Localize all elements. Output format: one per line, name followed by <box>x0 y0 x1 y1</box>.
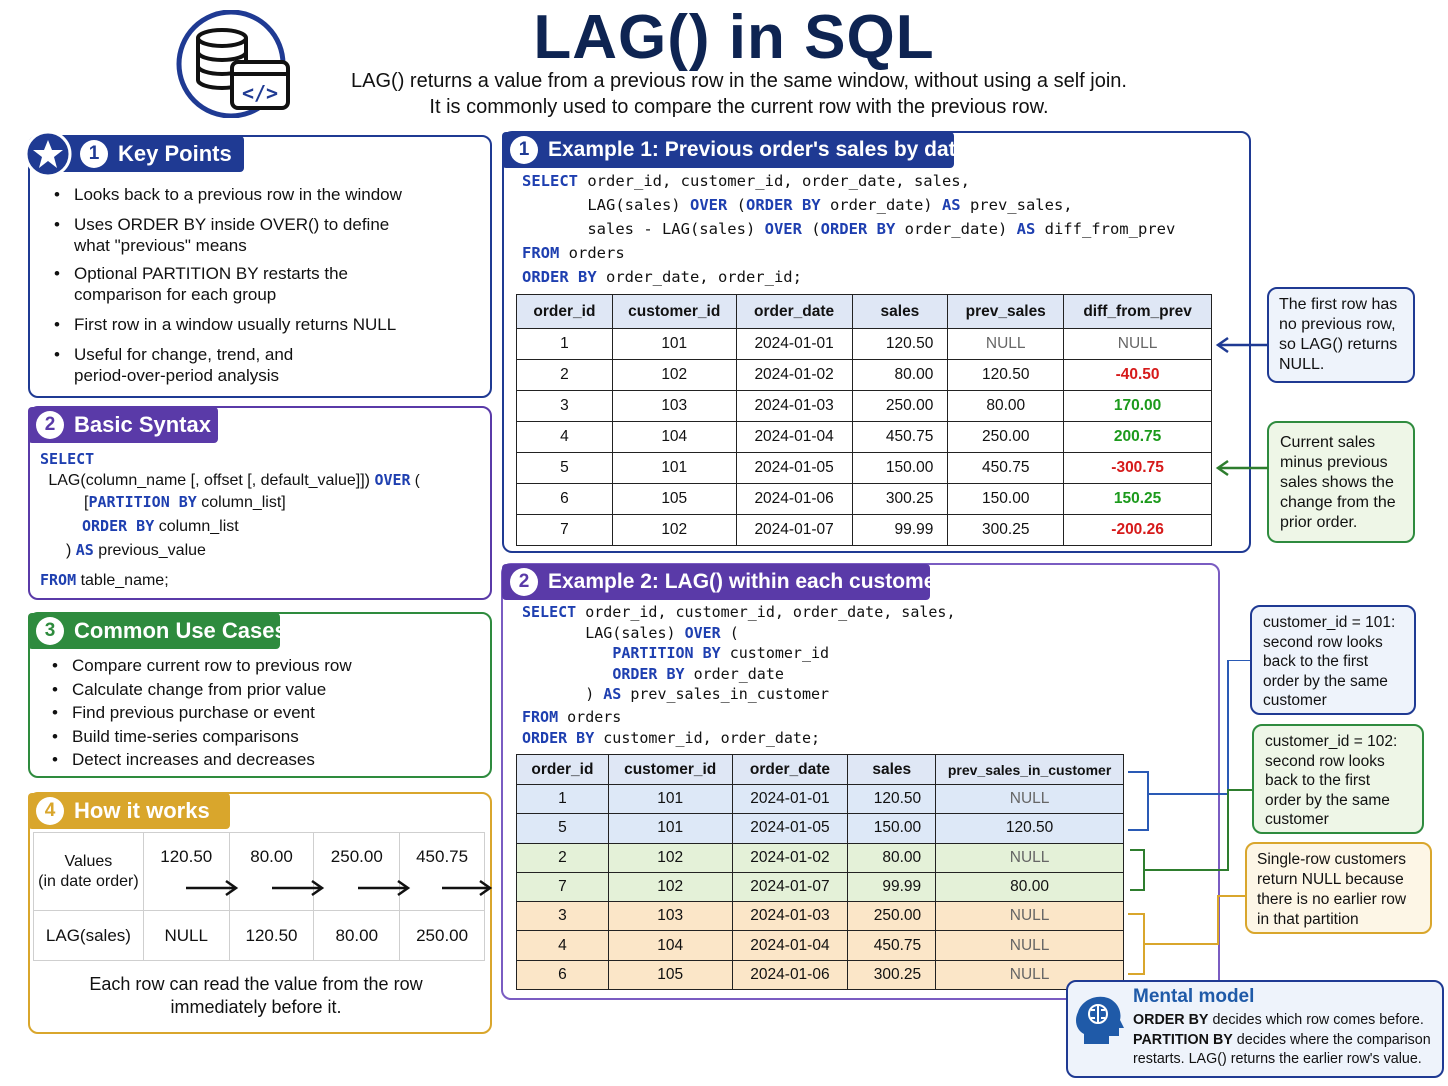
code-line: [PARTITION BY column_list] <box>84 493 286 511</box>
list-item: • Optional PARTITION BY restarts the comparison for each group <box>52 263 482 305</box>
table-cell: 2024-01-02 <box>736 360 852 391</box>
table-cell: 2024-01-01 <box>732 785 848 814</box>
column-header: customer_id <box>608 755 732 785</box>
table-cell: NULL <box>948 329 1064 360</box>
table-cell: 6 <box>517 960 609 989</box>
table-cell: 120.50 <box>948 360 1064 391</box>
column-header: order_date <box>736 295 852 329</box>
code-line: PARTITION BY customer_id <box>612 644 830 662</box>
mental-model-line-1: ORDER BY decides which row comes before. <box>1133 1012 1424 1028</box>
basic-syntax-header <box>28 407 218 443</box>
table-cell: 2024-01-04 <box>732 931 848 960</box>
lag-label: LAG(sales) <box>34 911 144 961</box>
section-title: Key Points <box>118 141 232 166</box>
table-cell: 150.00 <box>852 453 948 484</box>
table-cell: 101 <box>608 785 732 814</box>
value-cell: 80.00 <box>229 833 314 911</box>
table-row <box>517 391 1212 422</box>
table-row <box>517 960 1124 989</box>
lag-cell: 250.00 <box>400 911 485 961</box>
code-line: FROM orders <box>522 708 622 726</box>
page-title: LAG() in SQL <box>533 3 935 72</box>
code-line: ORDER BY customer_id, order_date; <box>522 729 821 747</box>
use-cases-header <box>28 613 287 649</box>
table-cell: 250.00 <box>948 422 1064 453</box>
table-cell: 5 <box>517 453 613 484</box>
value-cell: 450.75 <box>400 833 485 911</box>
table-row <box>517 360 1212 391</box>
example1-code <box>522 172 1242 290</box>
note-diff: Current sales minus previous sales shows the change from the prior order. <box>1267 421 1415 543</box>
table-cell: 105 <box>612 484 736 515</box>
table-cell: 150.25 <box>1064 484 1212 515</box>
table-cell: 103 <box>608 902 732 931</box>
star-icon <box>24 130 72 178</box>
code-line: SELECT order_id, customer_id, order_date, sales, <box>522 603 956 621</box>
column-header: order_id <box>517 755 609 785</box>
table-cell: -300.75 <box>1064 453 1212 484</box>
table-cell: 101 <box>612 329 736 360</box>
list-item: • Useful for change, trend, and period-over-period analysis <box>52 344 482 386</box>
section-title: Example 2: LAG() within each customer <box>548 570 944 593</box>
example2-header <box>502 564 944 600</box>
table-cell: 300.25 <box>848 960 936 989</box>
table-cell: -40.50 <box>1064 360 1212 391</box>
table-cell: 2024-01-07 <box>732 872 848 901</box>
note-single-row: Single-row customers return NULL because there is no earlier row in that partition <box>1245 842 1432 934</box>
table-cell: 2024-01-01 <box>736 329 852 360</box>
column-header: order_date <box>732 755 848 785</box>
table-cell: 2024-01-06 <box>732 960 848 989</box>
table-cell: 2024-01-03 <box>732 902 848 931</box>
table-cell: 450.75 <box>948 453 1064 484</box>
section-number: 4 <box>36 797 64 825</box>
list-item: • Find previous purchase or event <box>50 701 480 725</box>
list-item: • Build time-series comparisons <box>50 725 480 749</box>
column-header: customer_id <box>612 295 736 329</box>
section-title: Basic Syntax <box>74 412 211 437</box>
table-cell: 6 <box>517 484 613 515</box>
code-line: ) AS prev_sales_in_customer <box>522 685 830 703</box>
use-cases-list <box>50 654 480 772</box>
table-cell: 250.00 <box>848 902 936 931</box>
table-cell: 80.00 <box>848 843 936 872</box>
code-line: LAG(column_name [, offset [, default_value]]) OVER ( <box>48 471 420 489</box>
example1-table <box>516 294 1212 546</box>
brain-icon <box>1074 992 1124 1048</box>
code-line: SELECT <box>40 450 95 468</box>
table-cell: 2024-01-06 <box>736 484 852 515</box>
svg-text:</>: </> <box>241 81 279 105</box>
table-cell: 7 <box>517 515 613 546</box>
column-header: sales <box>848 755 936 785</box>
table-cell: 2024-01-03 <box>736 391 852 422</box>
value-cell: 120.50 <box>143 833 229 911</box>
table-cell: 120.50 <box>936 814 1124 843</box>
key-points-list <box>52 184 482 386</box>
table-cell: 2024-01-02 <box>732 843 848 872</box>
mental-model-text <box>1133 1011 1439 1070</box>
table-cell: 2 <box>517 360 613 391</box>
table-cell: 300.25 <box>852 484 948 515</box>
table-cell: 300.25 <box>948 515 1064 546</box>
subtitle-line-2: It is commonly used to compare the current row with the previous row. <box>429 96 1049 118</box>
table-row <box>517 329 1212 360</box>
table-row <box>517 931 1124 960</box>
table-cell: 450.75 <box>848 931 936 960</box>
table-cell: 1 <box>517 785 609 814</box>
section-number: 2 <box>510 568 538 596</box>
syntax-code <box>40 450 480 592</box>
column-header: prev_sales <box>948 295 1064 329</box>
note-customer-102: customer_id = 102: second row looks back to the first order by the same customer <box>1252 724 1424 834</box>
table-cell: 450.75 <box>852 422 948 453</box>
table-cell: 1 <box>517 329 613 360</box>
table-cell: 103 <box>612 391 736 422</box>
table-cell: NULL <box>936 902 1124 931</box>
section-title: Example 1: Previous order's sales by date <box>548 138 968 161</box>
code-line: ORDER BY order_date, order_id; <box>522 268 802 286</box>
table-row <box>517 422 1212 453</box>
table-cell: 4 <box>517 931 609 960</box>
table-cell: 200.75 <box>1064 422 1212 453</box>
table-row <box>517 902 1124 931</box>
note-customer-101: customer_id = 101: second row looks back to the first order by the same customer <box>1250 605 1416 715</box>
table-cell: NULL <box>936 843 1124 872</box>
table-cell: 7 <box>517 872 609 901</box>
table-cell: 2 <box>517 843 609 872</box>
subtitle-line-1: LAG() returns a value from a previous row in the same window, without using a self join. <box>351 70 1127 92</box>
note-first-row: The first row has no previous row, so LAG() returns NULL. <box>1267 287 1415 383</box>
table-row <box>517 453 1212 484</box>
table-cell: 2024-01-04 <box>736 422 852 453</box>
code-line: LAG(sales) OVER (ORDER BY order_date) AS prev_sales, <box>522 196 1073 214</box>
table-cell: 120.50 <box>848 785 936 814</box>
section-number: 1 <box>80 140 108 168</box>
list-item: • Detect increases and decreases <box>50 748 480 772</box>
code-line: LAG(sales) OVER ( <box>522 624 739 642</box>
table-cell: 5 <box>517 814 609 843</box>
how-it-works-caption: Each row can read the value from the row immediately before it. <box>89 974 423 1017</box>
list-item: • Looks back to a previous row in the window <box>52 184 482 205</box>
table-cell: 102 <box>608 872 732 901</box>
note-arrows <box>1212 330 1272 480</box>
code-line: ORDER BY column_list <box>82 517 239 535</box>
table-cell: NULL <box>936 931 1124 960</box>
code-line: ) AS previous_value <box>66 541 206 559</box>
example1-header <box>502 132 968 168</box>
table-cell: 102 <box>612 515 736 546</box>
table-cell: 80.00 <box>852 360 948 391</box>
lag-cell: NULL <box>143 911 229 961</box>
how-it-works-header <box>28 793 230 829</box>
code-line: FROM orders <box>522 244 625 262</box>
mental-model-title: Mental model <box>1133 986 1255 1007</box>
table-cell: 80.00 <box>936 872 1124 901</box>
section-number: 1 <box>510 136 538 164</box>
table-cell: 99.99 <box>848 872 936 901</box>
table-cell: 105 <box>608 960 732 989</box>
list-item: • Calculate change from prior value <box>50 678 480 702</box>
table-cell: 2024-01-05 <box>732 814 848 843</box>
table-cell: 102 <box>612 360 736 391</box>
table-cell: 150.00 <box>948 484 1064 515</box>
list-item: • Compare current row to previous row <box>50 654 480 678</box>
table-cell: 99.99 <box>852 515 948 546</box>
table-cell: 2024-01-05 <box>736 453 852 484</box>
code-line: ORDER BY order_date <box>612 665 784 683</box>
table-cell: 2024-01-07 <box>736 515 852 546</box>
example2-table <box>516 754 1124 990</box>
column-header: diff_from_prev <box>1064 295 1212 329</box>
table-cell: 80.00 <box>948 391 1064 422</box>
column-header: sales <box>852 295 948 329</box>
table-cell: 102 <box>608 843 732 872</box>
column-header: prev_sales_in_customer <box>936 755 1124 785</box>
section-title: How it works <box>74 798 210 823</box>
table-row <box>517 484 1212 515</box>
table-row <box>517 515 1212 546</box>
table-row <box>517 814 1124 843</box>
lag-cell: 120.50 <box>229 911 314 961</box>
table-cell: 104 <box>608 931 732 960</box>
table-cell: 104 <box>612 422 736 453</box>
table-cell: 3 <box>517 902 609 931</box>
table-cell: 3 <box>517 391 613 422</box>
table-cell: 250.00 <box>852 391 948 422</box>
how-it-works-arrows <box>180 876 494 900</box>
table-cell: 150.00 <box>848 814 936 843</box>
example2-code <box>522 603 1082 745</box>
table-cell: -200.26 <box>1064 515 1212 546</box>
section-number: 2 <box>36 411 64 439</box>
table-row <box>517 872 1124 901</box>
code-line: sales - LAG(sales) OVER (ORDER BY order_date) AS diff_from_prev <box>522 220 1176 238</box>
code-line: FROM table_name; <box>40 571 169 589</box>
key-points-header <box>54 136 244 172</box>
table-cell: 170.00 <box>1064 391 1212 422</box>
value-cell: 250.00 <box>314 833 400 911</box>
group-brackets <box>1124 660 1254 980</box>
section-number: 3 <box>36 617 64 645</box>
table-cell: NULL <box>936 960 1124 989</box>
table-cell: 4 <box>517 422 613 453</box>
table-cell: 120.50 <box>852 329 948 360</box>
table-cell: 101 <box>608 814 732 843</box>
mental-model-line-3: restarts. LAG() returns the earlier row's value. <box>1133 1051 1422 1067</box>
column-header: order_id <box>517 295 613 329</box>
mental-model-line-2: PARTITION BY decides where the comparison <box>1133 1031 1431 1048</box>
table-cell: NULL <box>936 785 1124 814</box>
lag-cell: 80.00 <box>314 911 400 961</box>
list-item: • First row in a window usually returns NULL <box>52 314 482 335</box>
list-item: • Uses ORDER BY inside OVER() to define what "previous" means <box>52 214 482 256</box>
values-label: Values (in date order) <box>34 833 144 911</box>
table-row <box>517 785 1124 814</box>
table-cell: 101 <box>612 453 736 484</box>
table-cell: NULL <box>1064 329 1212 360</box>
code-line: SELECT order_id, customer_id, order_date, sales, <box>522 172 970 190</box>
table-row <box>517 843 1124 872</box>
section-title: Common Use Cases <box>74 618 287 643</box>
